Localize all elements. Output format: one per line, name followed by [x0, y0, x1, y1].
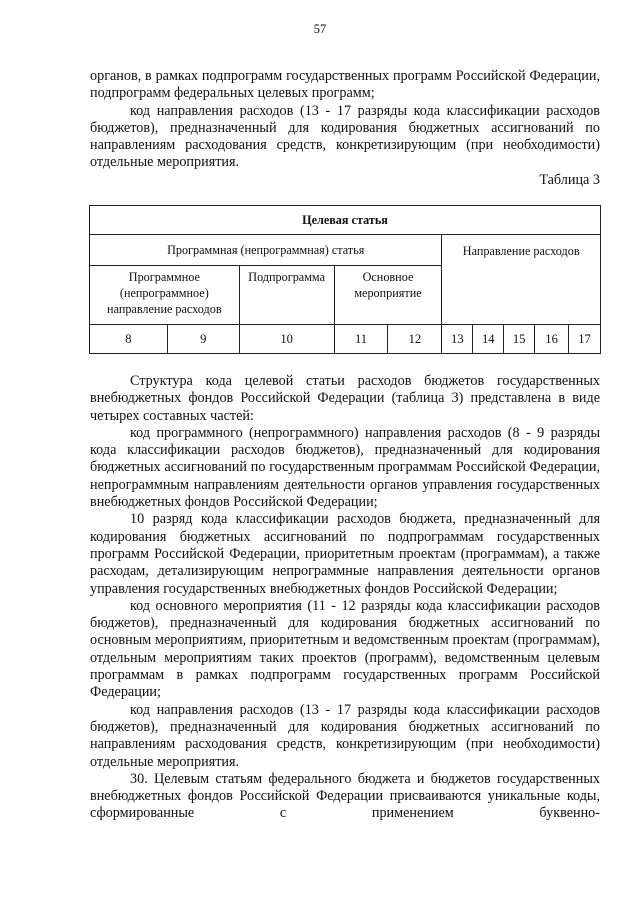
digit-cell: 13 — [442, 325, 473, 354]
table-header-main: Целевая статья — [90, 206, 601, 235]
digit-cell: 16 — [535, 325, 569, 354]
table-caption: Таблица 3 — [539, 172, 600, 188]
digit-cell: 15 — [504, 325, 535, 354]
digit-cell: 12 — [388, 325, 442, 354]
paragraph: код программного (непрограммного) направления расходов (8 - 9 разряды кода классификации расходов бюджетов), предназначенный для кодирования бюджетных ассигнований по государственным программам Российской Федерации, непрограммным направлениям деятельности органов управления государственных внебюджетных фондов Российской Федерации; — [90, 424, 600, 511]
paragraph: 10 разряд кода классификации расходов бюджета, предназначенный для кодирования бюджетных ассигнований по подпрограммам государственных программ Российской Федерации, приоритетным проектам (программам), а также расходам, детализирующим непрограммные направления деятельности органов управления государственных внебюджетных фондов Российской Федерации; — [90, 511, 600, 597]
digit-cell: 14 — [473, 325, 504, 354]
digit-cell: 10 — [239, 325, 334, 354]
target-article-table — [89, 205, 601, 354]
table-col-subprogram: Подпрограмма — [239, 266, 334, 325]
digit-cell: 17 — [569, 325, 601, 354]
table-col-program-direction: Программное (непрограммное) направление расходов — [90, 266, 240, 325]
digit-cell: 11 — [334, 325, 388, 354]
paragraph: код основного мероприятия (11 - 12 разряды кода классификации расходов бюджетов), предназначенный для кодирования бюджетных ассигнований по основным мероприятиям, приоритетным и ведомственным проектам (программам), отдельным мероприятиям таких проектов (программ), ведомственным целевым программам в рамках подпрограмм государственных программ Российской Федерации; — [90, 597, 600, 701]
page-number: 57 — [313, 22, 327, 36]
top-text — [90, 68, 600, 172]
digit-cell: 9 — [167, 325, 239, 354]
body-text — [90, 373, 600, 823]
paragraph: 30. Целевым статьям федерального бюджета и бюджетов государственных внебюджетных фондов Российской Федерации присваиваются уникальные коды, сформированные с применением буквенно- — [90, 770, 600, 822]
paragraph: код направления расходов (13 - 17 разряды кода классификации расходов бюджетов), предназначенный для кодирования бюджетных ассигнований по направлениям расходования средств, конкретизирующим (при необходимости) отдельные мероприятия. — [90, 701, 600, 770]
paragraph: органов, в рамках подпрограмм государственных программ Российской Федерации, подпрограмм федеральных целевых программ; — [90, 68, 600, 102]
table-col-main-event: Основное мероприятие — [334, 266, 442, 325]
table-header-direction: Направление расходов — [442, 235, 601, 325]
paragraph: Структура кода целевой статьи расходов бюджетов государственных внебюджетных фондов Российской Федерации (таблица 3) представлена в виде четырех составных частей: — [90, 373, 600, 424]
table-header-program-article: Программная (непрограммная) статья — [90, 235, 442, 266]
digit-cell: 8 — [90, 325, 168, 354]
paragraph: код направления расходов (13 - 17 разряды кода классификации расходов бюджетов), предназначенный для кодирования бюджетных ассигнований по направлениям расходования средств, конкретизирующим (при необходимости) отдельные мероприятия. — [90, 102, 600, 171]
